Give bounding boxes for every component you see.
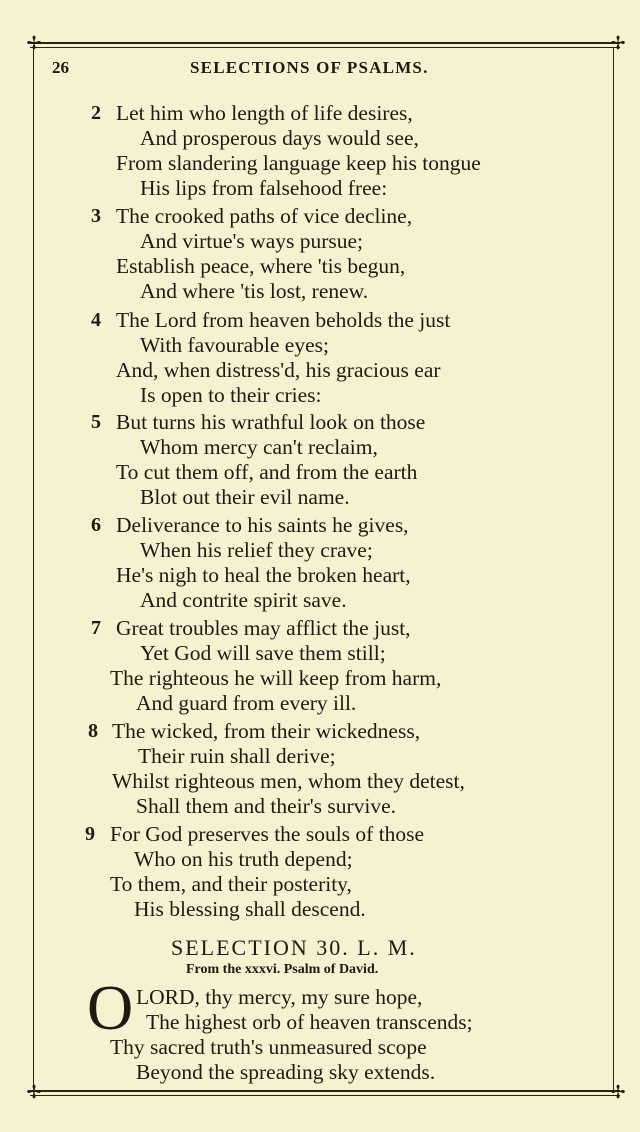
verse-line: Deliverance to his saints he gives, [116, 513, 409, 537]
stanza-number: 4 [91, 309, 101, 331]
verse-line: Shall them and their's survive. [136, 794, 397, 818]
verse-line: To them, and their posterity, [110, 872, 352, 896]
verse-line: The highest orb of heaven transcends; [146, 1010, 473, 1034]
verse-line: LORD, thy mercy, my sure hope, [136, 985, 423, 1009]
verse-line: When his relief they crave; [140, 538, 373, 562]
verse-line: Blot out their evil name. [140, 485, 350, 509]
verse-line: And virtue's ways pursue; [140, 229, 364, 253]
page-number: 26 [52, 58, 69, 77]
verse-line: With favourable eyes; [140, 333, 329, 357]
right-border-rule [613, 47, 614, 1093]
verse-line: And guard from every ill. [136, 691, 357, 715]
verse-line: The Lord from heaven beholds the just [116, 308, 451, 332]
stanza-number: 2 [91, 102, 101, 124]
corner-ornament-icon: ✢ [610, 1082, 626, 1103]
top-border-rule-inner [30, 47, 620, 48]
selection-subtitle: From the xxxvi. Psalm of David. [186, 962, 379, 977]
bottom-border-rule [30, 1090, 620, 1092]
verse-line: Yet God will save them still; [140, 641, 386, 665]
verse-line: To cut them off, and from the earth [116, 460, 418, 484]
verse-line: Their ruin shall derive; [138, 744, 336, 768]
left-border-rule [33, 47, 34, 1093]
verse-line: Beyond the spreading sky extends. [136, 1060, 436, 1084]
corner-ornament-icon: ✢ [26, 33, 42, 54]
verse-line: Whilst righteous men, whom they detest, [112, 769, 465, 793]
bottom-border-rule-inner [30, 1095, 620, 1096]
verse-line: From slandering language keep his tongue [116, 151, 481, 175]
verse-line: And where 'tis lost, renew. [140, 279, 369, 303]
corner-ornament-icon: ✢ [610, 33, 626, 54]
verse-line: Let him who length of life desires, [116, 101, 413, 125]
verse-line: Thy sacred truth's unmeasured scope [110, 1035, 427, 1059]
verse-line: The crooked paths of vice decline, [116, 204, 413, 228]
verse-line: Great troubles may afflict the just, [116, 616, 411, 640]
stanza-number: 9 [85, 823, 95, 845]
verse-line: And prosperous days would see, [140, 126, 419, 150]
verse-line: The wicked, from their wickedness, [112, 719, 421, 743]
corner-ornament-icon: ✢ [26, 1082, 42, 1103]
running-head: SELECTIONS OF PSALMS. [190, 58, 429, 77]
verse-line: Who on his truth depend; [134, 847, 353, 871]
drop-cap: O [87, 972, 134, 1043]
verse-line: And contrite spirit save. [140, 588, 347, 612]
verse-line: Whom mercy can't reclaim, [140, 435, 378, 459]
stanza-number: 3 [91, 205, 101, 227]
verse-line: But turns his wrathful look on those [116, 410, 426, 434]
verse-line: And, when distress'd, his gracious ear [116, 358, 441, 382]
verse-line: Is open to their cries: [140, 383, 322, 407]
stanza-number: 7 [91, 617, 101, 639]
stanza-number: 6 [91, 514, 101, 536]
verse-line: The righteous he will keep from harm, [110, 666, 442, 690]
verse-line: His lips from falsehood free: [140, 176, 388, 200]
verse-line: His blessing shall descend. [134, 897, 366, 921]
stanza-number: 5 [91, 411, 101, 433]
selection-title: SELECTION 30. L. M. [171, 935, 417, 960]
verse-line: Establish peace, where 'tis begun, [116, 254, 406, 278]
top-border-rule [30, 42, 620, 44]
stanza-number: 8 [88, 720, 98, 742]
verse-line: For God preserves the souls of those [110, 822, 425, 846]
verse-line: He's nigh to heal the broken heart, [116, 563, 411, 587]
